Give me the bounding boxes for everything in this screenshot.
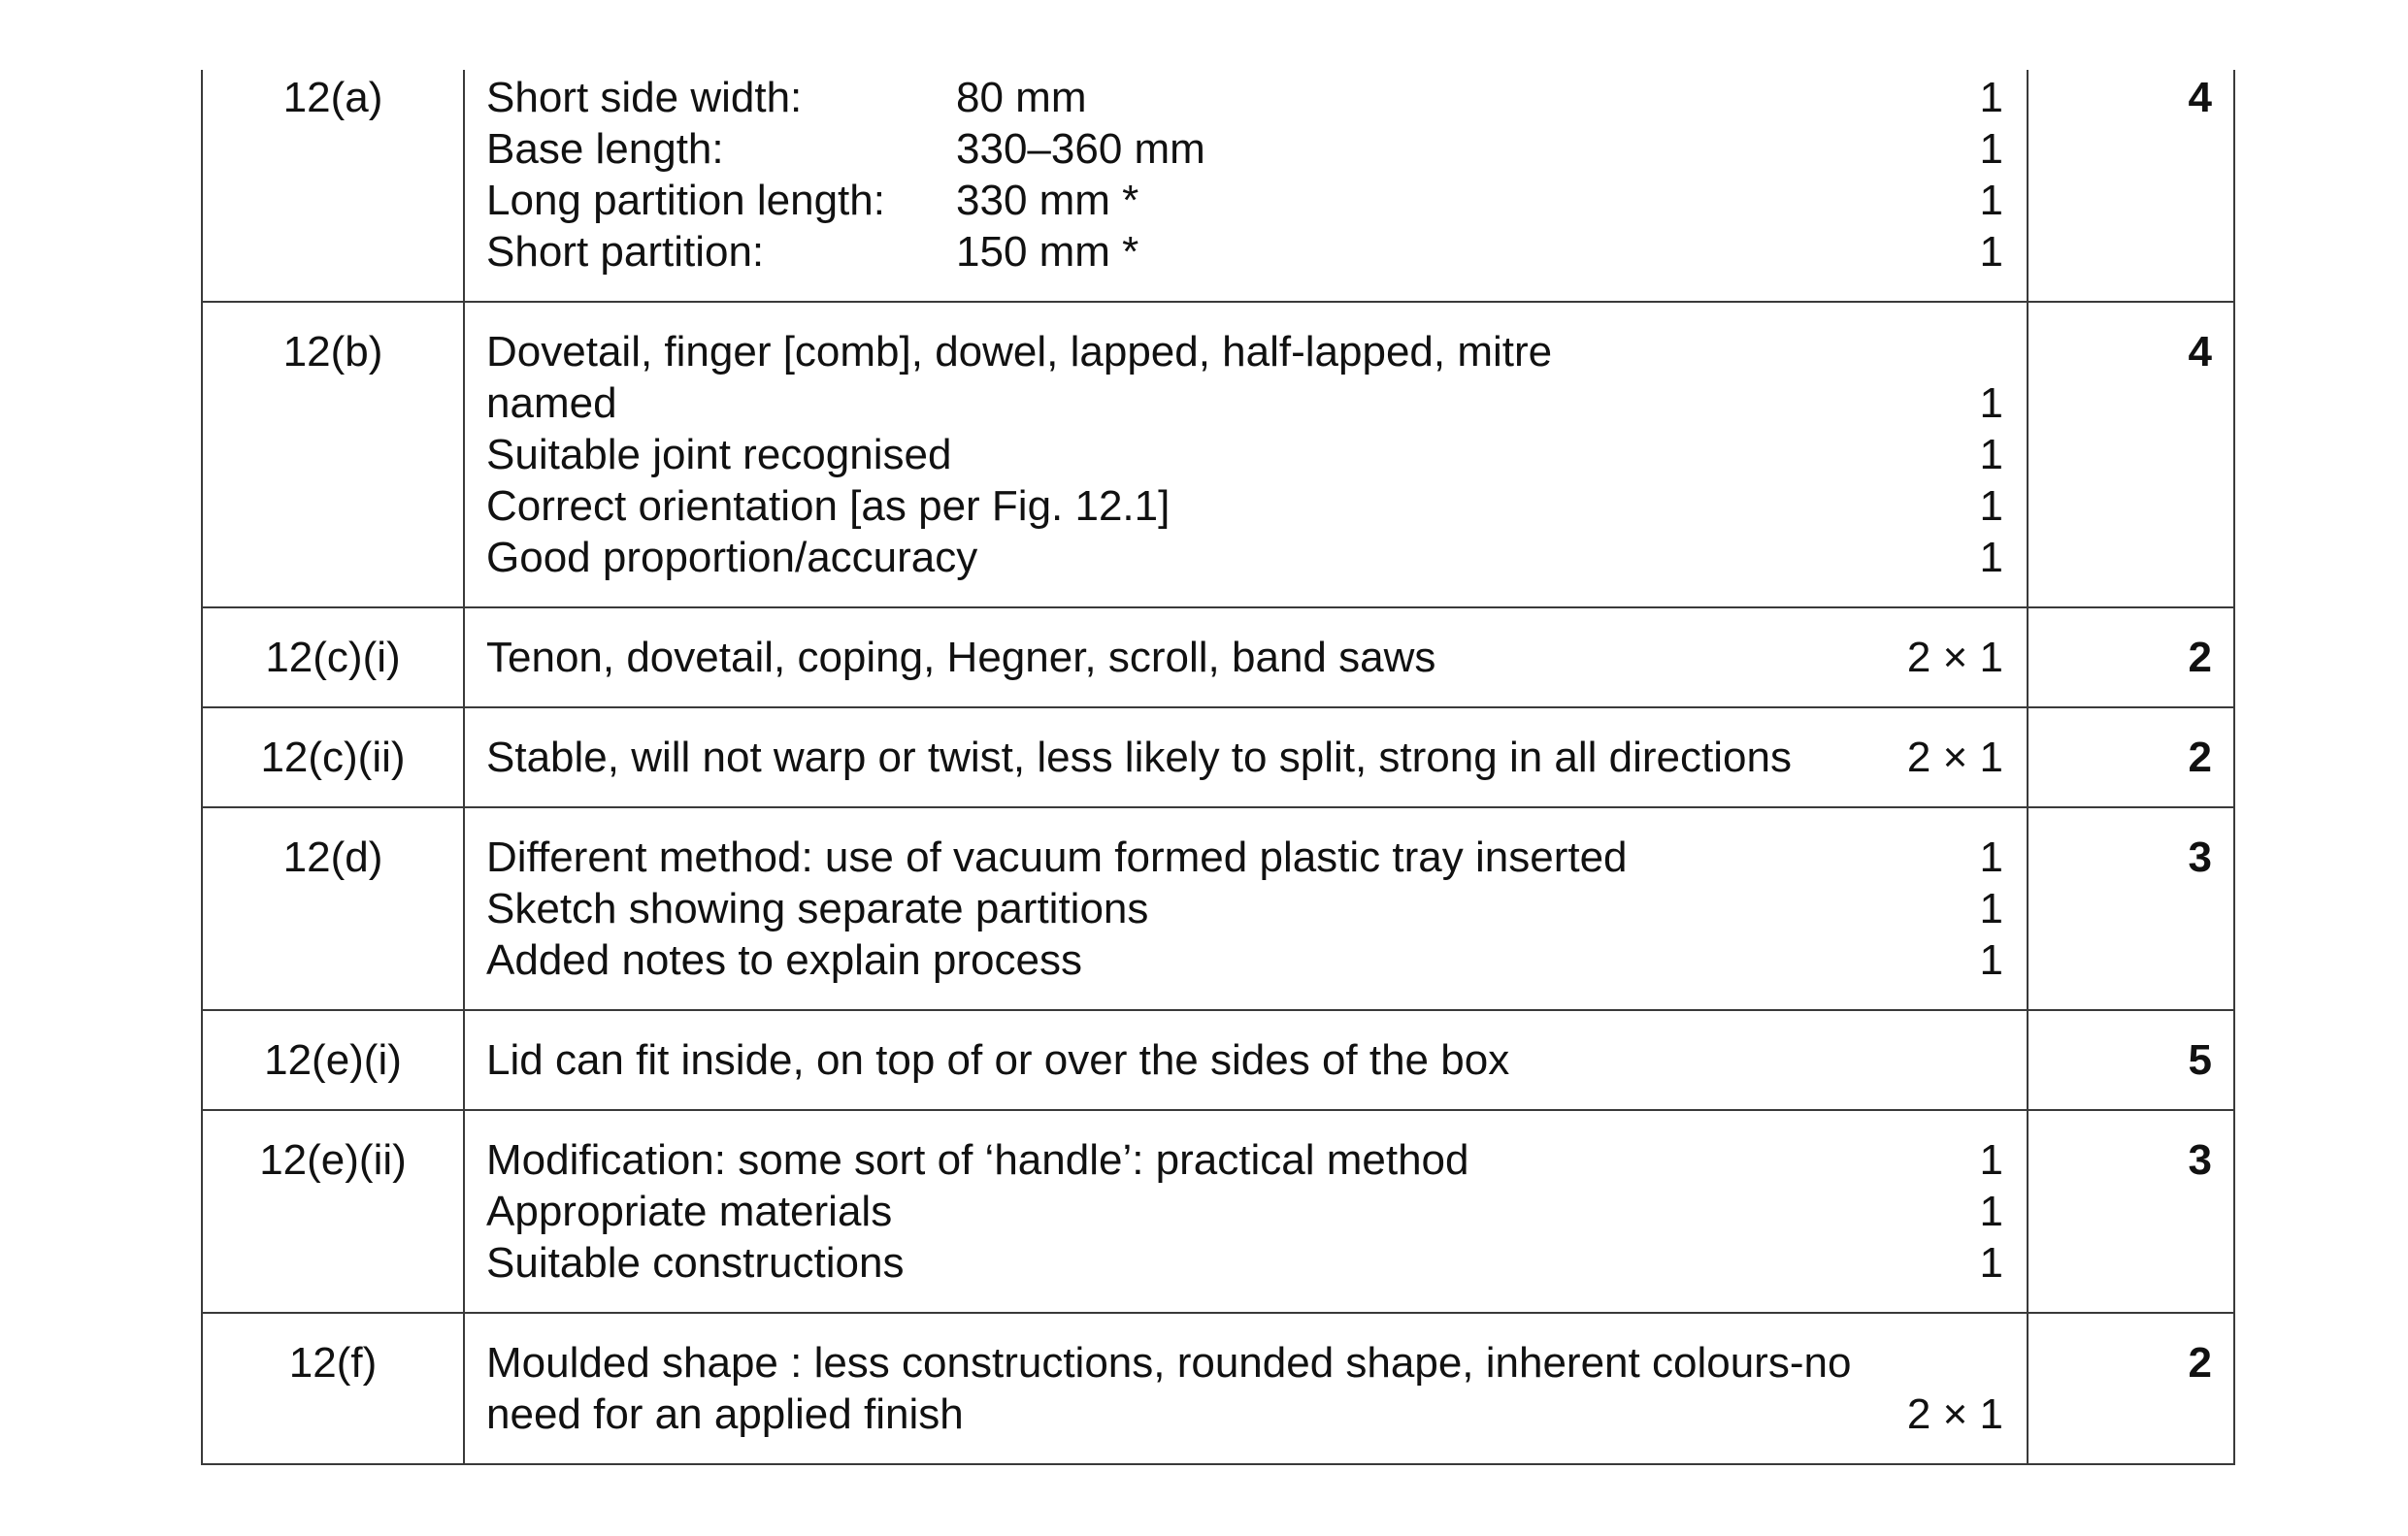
table-row xyxy=(202,807,2234,1010)
answer-label: Long partition length: xyxy=(486,177,885,224)
answer-cell xyxy=(464,1313,2028,1464)
total-marks-cell xyxy=(2028,1110,2234,1313)
line-mark: 1 xyxy=(1979,1188,2003,1235)
line-mark: 1 xyxy=(1979,482,2003,530)
answer-text: need for an applied finish xyxy=(486,1390,964,1438)
table-row xyxy=(202,1010,2234,1110)
answer-line xyxy=(486,1337,2003,1389)
line-mark: 1 xyxy=(1979,125,2003,173)
answer-cell xyxy=(464,607,2028,707)
answer-cell xyxy=(464,302,2028,607)
total-marks: 4 xyxy=(2188,328,2212,376)
answer-line xyxy=(486,832,2003,883)
total-marks-cell xyxy=(2028,807,2234,1010)
total-marks: 2 xyxy=(2188,734,2212,781)
answer-line xyxy=(486,377,2003,429)
line-mark: 1 xyxy=(1979,936,2003,984)
line-mark: 1 xyxy=(1979,431,2003,478)
question-number-cell xyxy=(202,607,464,707)
answer-text: Different method: use of vacuum formed plastic tray inserted xyxy=(486,833,1628,881)
line-mark: 1 xyxy=(1979,1239,2003,1287)
answer-text: Appropriate materials xyxy=(486,1188,893,1235)
answer-line xyxy=(486,226,2003,278)
line-mark: 2 × 1 xyxy=(1906,1390,2003,1438)
line-mark: 1 xyxy=(1979,228,2003,276)
question-number-cell xyxy=(202,807,464,1010)
answer-text: Suitable joint recognised xyxy=(486,431,952,478)
total-marks-cell xyxy=(2028,302,2234,607)
question-number: 12(f) xyxy=(288,1339,378,1387)
mark-scheme-body xyxy=(202,70,2234,1464)
answer-cell xyxy=(464,1010,2028,1110)
answer-text: Moulded shape : less constructions, rounded shape, inherent colours-no xyxy=(486,1339,1852,1387)
table-row xyxy=(202,1313,2234,1464)
total-marks-cell xyxy=(2028,1010,2234,1110)
total-marks: 2 xyxy=(2188,634,2212,681)
answer-line xyxy=(486,934,2003,986)
answer-line xyxy=(486,72,2003,123)
answer-text: Suitable constructions xyxy=(486,1239,905,1287)
answer-text: Lid can fit inside, on top of or over the sides of the box xyxy=(486,1036,1510,1084)
answer-text: 330–360 mm xyxy=(956,125,1205,173)
question-number-cell xyxy=(202,1313,464,1464)
answer-line xyxy=(486,175,2003,226)
question-number-cell xyxy=(202,302,464,607)
answer-cell xyxy=(464,707,2028,807)
answer-text: named xyxy=(486,379,617,427)
question-number: 12(e)(ii) xyxy=(259,1136,407,1184)
total-marks: 5 xyxy=(2188,1036,2212,1084)
line-mark: 2 × 1 xyxy=(1906,634,2003,681)
answer-line xyxy=(486,480,2003,532)
question-number-cell xyxy=(202,1010,464,1110)
answer-text: Added notes to explain process xyxy=(486,936,1082,984)
table-row xyxy=(202,1110,2234,1313)
total-marks: 2 xyxy=(2188,1339,2212,1387)
total-marks: 3 xyxy=(2188,1136,2212,1184)
question-number: 12(d) xyxy=(282,833,383,881)
answer-text: Correct orientation [as per Fig. 12.1] xyxy=(486,482,1171,530)
table-row xyxy=(202,707,2234,807)
line-mark: 1 xyxy=(1979,74,2003,121)
line-mark: 1 xyxy=(1979,379,2003,427)
answer-line xyxy=(486,1186,2003,1237)
line-mark: 1 xyxy=(1979,177,2003,224)
total-marks-cell xyxy=(2028,607,2234,707)
mark-scheme-table xyxy=(201,70,2235,1465)
total-marks-cell xyxy=(2028,70,2234,302)
answer-line xyxy=(486,1034,2003,1086)
answer-text: Dovetail, finger [comb], dowel, lapped, half-lapped, mitre xyxy=(486,328,1553,376)
answer-line xyxy=(486,732,2003,783)
line-mark: 2 × 1 xyxy=(1906,734,2003,781)
total-marks: 3 xyxy=(2188,833,2212,881)
answer-line xyxy=(486,326,2003,377)
answer-text: Stable, will not warp or twist, less likely to split, strong in all directions xyxy=(486,734,1792,781)
total-marks-cell xyxy=(2028,1313,2234,1464)
question-number: 12(e)(i) xyxy=(264,1036,402,1084)
question-number: 12(c)(i) xyxy=(265,634,401,681)
question-number-cell xyxy=(202,707,464,807)
answer-label: Short partition: xyxy=(486,228,765,276)
answer-cell xyxy=(464,1110,2028,1313)
answer-line xyxy=(486,429,2003,480)
total-marks-cell xyxy=(2028,707,2234,807)
answer-text: 80 mm xyxy=(956,74,1087,121)
answer-line xyxy=(486,532,2003,583)
answer-text: Good proportion/accuracy xyxy=(486,534,978,581)
answer-text: Modification: some sort of ‘handle’: practical method xyxy=(486,1136,1469,1184)
line-mark: 1 xyxy=(1979,1136,2003,1184)
total-marks: 4 xyxy=(2188,74,2212,121)
table-row xyxy=(202,607,2234,707)
line-mark: 1 xyxy=(1979,534,2003,581)
line-mark: 1 xyxy=(1979,885,2003,932)
table-row xyxy=(202,70,2234,302)
answer-label: Short side width: xyxy=(486,74,803,121)
answer-line xyxy=(486,883,2003,934)
question-number-cell xyxy=(202,1110,464,1313)
answer-text: 330 mm * xyxy=(956,177,1139,224)
answer-line xyxy=(486,1389,2003,1440)
line-mark: 1 xyxy=(1979,833,2003,881)
answer-text: Sketch showing separate partitions xyxy=(486,885,1149,932)
answer-line xyxy=(486,1134,2003,1186)
answer-text: 150 mm * xyxy=(956,228,1139,276)
answer-cell xyxy=(464,807,2028,1010)
answer-cell xyxy=(464,70,2028,302)
question-number: 12(c)(ii) xyxy=(260,734,406,781)
question-number-cell xyxy=(202,70,464,302)
question-number: 12(a) xyxy=(282,74,383,121)
answer-line xyxy=(486,123,2003,175)
table-row xyxy=(202,302,2234,607)
answer-text: Tenon, dovetail, coping, Hegner, scroll, band saws xyxy=(486,634,1436,681)
answer-line xyxy=(486,1237,2003,1289)
answer-label: Base length: xyxy=(486,125,724,173)
question-number: 12(b) xyxy=(282,328,383,376)
answer-line xyxy=(486,632,2003,683)
